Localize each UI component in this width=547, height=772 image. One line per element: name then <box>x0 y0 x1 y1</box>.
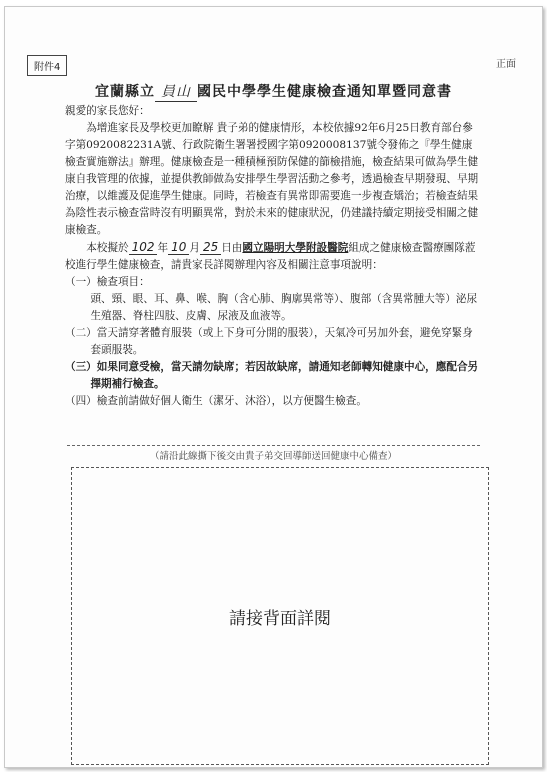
list-item <box>65 274 480 291</box>
title-suffix: 國民中學學生健康檢查通知單暨同意書 <box>197 84 452 100</box>
greeting: 親愛的家長您好： <box>65 105 150 117</box>
school-name-field: 員山 <box>155 81 197 102</box>
item-text: 頭、頸、眼、耳、鼻、喉、胸（含心肺、胸廓異常等）、腹部（含異常腫大等）泌尿生殖器、脊柱四肢、皮膚、尿液及血液等。 <box>90 293 478 322</box>
month-field: 10 <box>168 240 189 255</box>
list-item <box>65 325 480 359</box>
paragraph-2 <box>65 239 480 274</box>
cut-instruction: （請沿此線撕下後交由貴子弟交回導師送回健康中心備查） <box>149 451 397 462</box>
document-title <box>5 81 542 102</box>
day-unit: 日由 <box>221 242 243 254</box>
document-page <box>4 6 543 768</box>
hospital-name: 國立陽明大學附設醫院 <box>242 242 349 254</box>
para2-lead: 本校擬於 <box>86 242 129 254</box>
para2-rest: 組成之健康檢查醫療團隊蒞校進行學生健康檢查，請貴家長詳閱辦理內容及相關注意事項說明： <box>65 242 476 271</box>
list-item <box>65 393 480 410</box>
see-back-note: 請接背面詳閱 <box>229 609 331 629</box>
year-field: 102 <box>129 240 158 255</box>
list-item <box>65 359 480 393</box>
cut-line <box>67 445 480 446</box>
item-text: 如果同意受檢，當天請勿缺席；若因故缺席，請通知老師轉知健康中心，應配合另擇期補行檢查。 <box>90 361 479 390</box>
item-text: 檢查前請做好個人衛生（潔牙、沐浴），以方便醫生檢查。 <box>96 395 367 407</box>
side-label: 正面 <box>496 59 516 70</box>
attachment-label: 附件4 <box>27 55 67 76</box>
paragraph-1: 為增進家長及學校更加瞭解 貴子弟的健康情形，本校依據92年6月25日教育部台參字第0920082231A號、行政院衛生署署授國字第0920008137號令發佈之『學生健康檢查實施辦法』辦理。健康檢查是一種積極預防保健的篩檢措施，檢查結果可做為學生健康自我管理的依據，並提供教師做為安排學生學習活動之參考，透過檢查早期發現、早期治療，以維護及促進學生健康。同時，若檢查有異常即需要進一步複查矯治；若檢查結果為陰性表示檢查當時沒有明顯異常，對於未來的健康狀況，仍建議持續定期接受相關之健康檢查。 <box>65 122 479 236</box>
year-unit: 年 <box>157 242 169 254</box>
tear-off-box <box>71 467 489 765</box>
month-unit: 月 <box>189 242 200 254</box>
item-number: （三） <box>65 361 97 373</box>
title-prefix: 宜蘭縣立 <box>95 84 155 100</box>
item-number: （二） <box>65 327 97 339</box>
day-field: 25 <box>200 240 221 255</box>
item-text: 當天請穿著體育服裝（或上下身可分開的服裝），天氣冷可另加外套，避免穿緊身套頭服裝。 <box>90 327 473 356</box>
item-text: 檢查項目： <box>96 276 150 288</box>
document-body <box>65 103 480 410</box>
item-number: （一） <box>65 276 97 288</box>
item-number: （四） <box>65 395 97 407</box>
list-item <box>65 291 480 325</box>
